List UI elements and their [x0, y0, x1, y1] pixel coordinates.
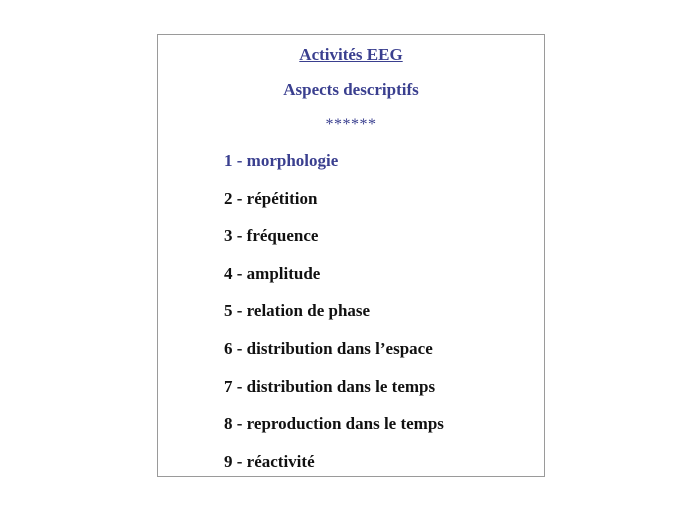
list-item-reactivite: 9 - réactivité: [224, 451, 315, 471]
slide-frame: [157, 34, 545, 477]
list-item-repetition: 2 - répétition: [224, 188, 318, 208]
list-item-distribution-espace: 6 - distribution dans l’espace: [224, 338, 433, 358]
descriptive-aspects-list: [224, 151, 444, 489]
slide-title: Activités EEG: [299, 45, 403, 64]
list-item-morphologie: 1 - morphologie: [224, 151, 339, 170]
list-item-amplitude: 4 - amplitude: [224, 263, 321, 283]
list-item-frequence: 3 - fréquence: [224, 226, 319, 246]
list-item-distribution-temps: 7 - distribution dans le temps: [224, 376, 436, 396]
slide-subtitle: Aspects descriptifs: [283, 80, 419, 99]
list-item-relation-de-phase: 5 - relation de phase: [224, 301, 371, 321]
separator: ******: [325, 116, 377, 133]
list-item-reproduction-temps: 8 - reproduction dans le temps: [224, 414, 444, 434]
